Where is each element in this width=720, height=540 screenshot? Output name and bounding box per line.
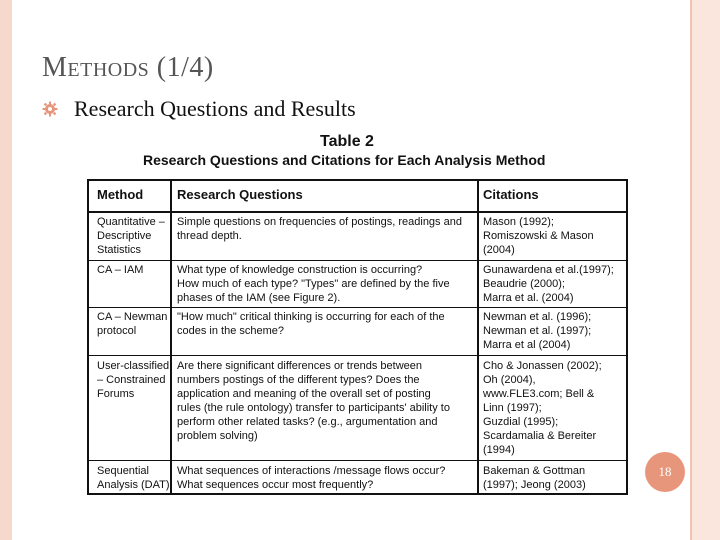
gear-bullet-icon bbox=[42, 101, 58, 117]
row-rule bbox=[89, 460, 626, 461]
row-1-method: Quantitative – Descriptive Statistics bbox=[97, 216, 165, 256]
row-3-questions: "How much" critical thinking is occurring for each of the codes in the scheme? bbox=[177, 311, 445, 337]
header-method: Method bbox=[97, 187, 144, 202]
row-rule bbox=[89, 355, 626, 356]
row-5-questions: What sequences of interactions /message flows occur? What sequences occur most frequently? bbox=[177, 465, 446, 491]
page-number-badge: 18 bbox=[645, 452, 685, 492]
row-3-citations: Newman et al. (1996); Newman et al. (1997); Marra et al (2004) bbox=[483, 311, 592, 351]
row-1-questions: Simple questions on frequencies of postings, readings and thread depth. bbox=[177, 216, 462, 242]
column-divider bbox=[477, 181, 479, 493]
row-4-method: User-classified – Constrained Forums bbox=[97, 360, 170, 400]
row-4-citations: Cho & Jonassen (2002); Oh (2004), www.FLE3.com; Bell & Linn (1997); Guzdial (1995); Scardamalia & Bereiter (1994) bbox=[483, 360, 602, 456]
slide-title: Methods (1/4) bbox=[42, 52, 214, 83]
table-caption-title: Research Questions and Citations for Each Analysis Method bbox=[143, 152, 546, 168]
row-5-citations: Bakeman & Gottman (1997); Jeong (2003) bbox=[483, 465, 586, 491]
bullet-item bbox=[42, 96, 356, 122]
row-rule bbox=[89, 307, 626, 308]
slide-frame-left bbox=[0, 0, 12, 540]
bullet-text: Research Questions and Results bbox=[74, 96, 356, 121]
table-caption-label: Table 2 bbox=[320, 133, 374, 150]
research-table bbox=[87, 179, 628, 495]
header-citations: Citations bbox=[483, 187, 539, 202]
row-1-citations: Mason (1992); Romiszowski & Mason (2004) bbox=[483, 216, 594, 256]
row-2-questions: What type of knowledge construction is occurring? How much of each type? "Types" are defined by the five phases of the IAM (see Figure 2). bbox=[177, 264, 450, 304]
row-2-citations: Gunawardena et al.(1997); Beaudrie (2000); Marra et al. (2004) bbox=[483, 264, 614, 304]
row-rule bbox=[89, 260, 626, 261]
row-5-method: Sequential Analysis (DAT) bbox=[97, 465, 170, 491]
row-2-method: CA – IAM bbox=[97, 264, 144, 276]
row-3-method: CA – Newman protocol bbox=[97, 311, 168, 337]
row-4-questions: Are there significant differences or trends between numbers postings of the different types? Does the application and meaning of the overall set of posting rules (the rule ontology) transfer to participants' ability to perform other related tasks? (e.g., argumentation and problem solving) bbox=[177, 360, 450, 442]
column-divider bbox=[170, 181, 172, 493]
header-research-questions: Research Questions bbox=[177, 187, 303, 202]
header-rule bbox=[89, 211, 626, 213]
slide-frame-right bbox=[692, 0, 720, 540]
